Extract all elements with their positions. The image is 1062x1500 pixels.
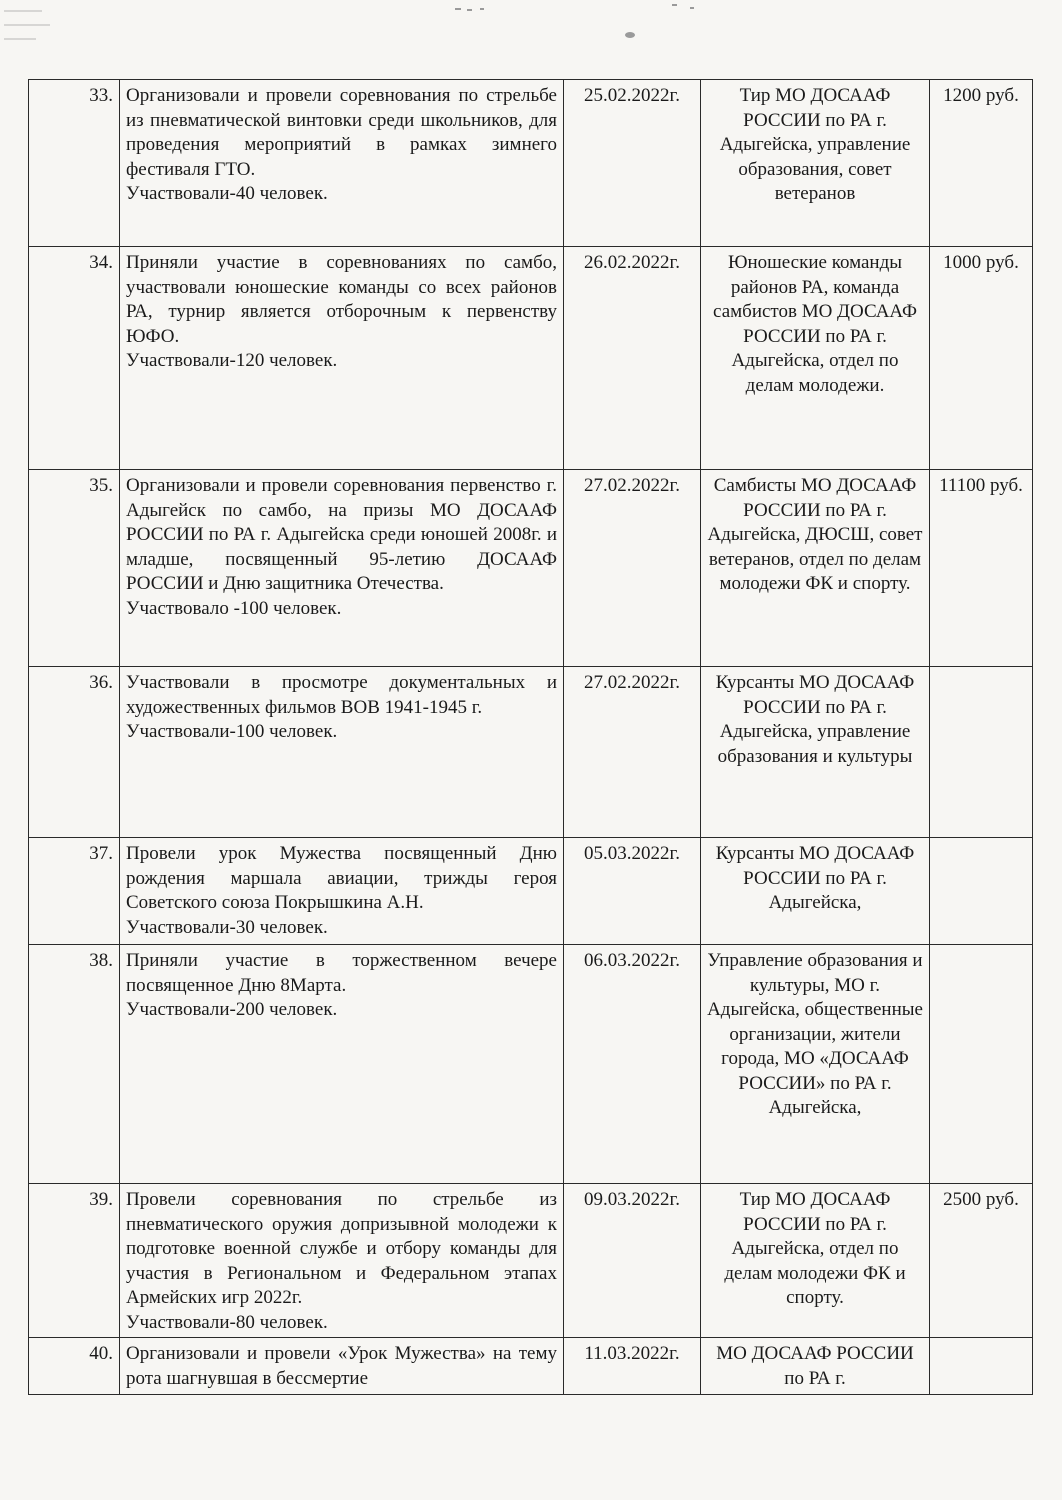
- event-participants-text: Тир МО ДОСААФ РОССИИ по РА г. Адыгейска, управление образования, совет ветеранов: [719, 85, 911, 204]
- event-participants-text: Тир МО ДОСААФ РОССИИ по РА г. Адыгейска, отдел по делам молодежи ФК и спорту.: [724, 1189, 906, 1308]
- event-description-text: Участвовали в просмотре документальных и художественных фильмов ВОВ 1941-1945 г. Участвовали-100 человек.: [126, 672, 557, 742]
- row-number: 36.: [29, 667, 120, 838]
- table-row: [29, 1184, 1033, 1338]
- event-description-text: Организовали и провели соревнования по стрельбе из пневматической винтовки среди школьников, для проведения мероприятий в рамках зимнего фестиваля ГТО. Участвовали-40 человек.: [126, 85, 557, 204]
- event-participants-text: МО ДОСААФ РОССИИ по РА г.: [716, 1343, 914, 1389]
- event-description-text: Провели урок Мужества посвященный Дню рождения маршала авиации, трижды героя Советского союза Покрышкина А.Н. Участвовали-30 человек.: [126, 843, 557, 938]
- event-description-text: Приняли участие в торжественном вечере посвященное Дню 8Марта. Участвовали-200 человек.: [126, 950, 557, 1020]
- row-number: 37.: [29, 838, 120, 945]
- event-description-text: Провели соревнования по стрельбе из пневматического оружия допризывной молодежи к подготовке военной службе и отбору команды для участия в Региональном и Федеральном этапах Армейских игр 2022г. Участвовали-80 человек.: [126, 1189, 557, 1333]
- table-row: [29, 945, 1033, 1184]
- row-number: 38.: [29, 945, 120, 1184]
- event-date: 27.02.2022г.: [564, 667, 701, 838]
- event-participants-text: Курсанты МО ДОСААФ РОССИИ по РА г. Адыгейска,: [715, 843, 915, 913]
- event-description-text: Организовали и провели соревнования первенство г. Адыгейск по самбо, на призы МО ДОСААФ РОССИИ по РА г. Адыгейска среди юношей 2008г. и младше, посвященный 95-летию ДОСААФ РОССИИ и Дню защитника Отечества. Участвовало -100 человек.: [126, 475, 557, 619]
- event-participants-text: Управление образования и культуры, МО г. Адыгейска, общественные организации, жители города, МО «ДОСААФ РОССИИ» по РА г. Адыгейска,: [707, 950, 923, 1118]
- event-participants: [701, 667, 930, 838]
- event-participants: [701, 1184, 930, 1338]
- event-participants: [701, 80, 930, 247]
- event-date: 27.02.2022г.: [564, 470, 701, 667]
- event-description: [120, 1184, 564, 1338]
- table-row: [29, 838, 1033, 945]
- event-cost: 11100 руб.: [930, 470, 1033, 667]
- events-table: [28, 79, 1033, 1395]
- event-participants: [701, 247, 930, 470]
- event-description: [120, 838, 564, 945]
- event-cost: [930, 1338, 1033, 1395]
- event-description-text: Приняли участие в соревнованиях по самбо, участвовали юношеские команды со всех районов РА, турнир является отборочным к первенству ЮФО. Участвовали-120 человек.: [126, 252, 557, 371]
- event-participants: [701, 1338, 930, 1395]
- event-date: 05.03.2022г.: [564, 838, 701, 945]
- event-description: [120, 470, 564, 667]
- table-row: [29, 247, 1033, 470]
- table-row: [29, 667, 1033, 838]
- event-description: [120, 945, 564, 1184]
- event-date: 09.03.2022г.: [564, 1184, 701, 1338]
- row-number: 33.: [29, 80, 120, 247]
- event-cost: 2500 руб.: [930, 1184, 1033, 1338]
- event-date: 06.03.2022г.: [564, 945, 701, 1184]
- event-participants-text: Курсанты МО ДОСААФ РОССИИ по РА г. Адыгейска, управление образования и культуры: [715, 672, 915, 767]
- scan-artifact-marks: [0, 0, 1062, 60]
- event-participants: [701, 838, 930, 945]
- row-number: 35.: [29, 470, 120, 667]
- event-description-text: Организовали и провели «Урок Мужества» на тему рота шагнувшая в бессмертие: [126, 1343, 557, 1389]
- event-participants-text: Юношеские команды районов РА, команда самбистов МО ДОСААФ РОССИИ по РА г. Адыгейска, отдел по делам молодежи.: [713, 252, 917, 396]
- event-description: [120, 1338, 564, 1395]
- event-cost: 1200 руб.: [930, 80, 1033, 247]
- event-description: [120, 667, 564, 838]
- table-row: [29, 470, 1033, 667]
- row-number: 40.: [29, 1338, 120, 1395]
- table-row: [29, 80, 1033, 247]
- event-participants: [701, 945, 930, 1184]
- event-cost: [930, 838, 1033, 945]
- event-date: 26.02.2022г.: [564, 247, 701, 470]
- event-date: 11.03.2022г.: [564, 1338, 701, 1395]
- event-cost: 1000 руб.: [930, 247, 1033, 470]
- event-description: [120, 80, 564, 247]
- row-number: 39.: [29, 1184, 120, 1338]
- event-participants: [701, 470, 930, 667]
- event-cost: [930, 667, 1033, 838]
- event-description: [120, 247, 564, 470]
- event-date: 25.02.2022г.: [564, 80, 701, 247]
- event-cost: [930, 945, 1033, 1184]
- table-row: [29, 1338, 1033, 1395]
- row-number: 34.: [29, 247, 120, 470]
- event-participants-text: Самбисты МО ДОСААФ РОССИИ по РА г. Адыгейска, ДЮСШ, совет ветеранов, отдел по делам молодежи ФК и спорту.: [707, 475, 923, 594]
